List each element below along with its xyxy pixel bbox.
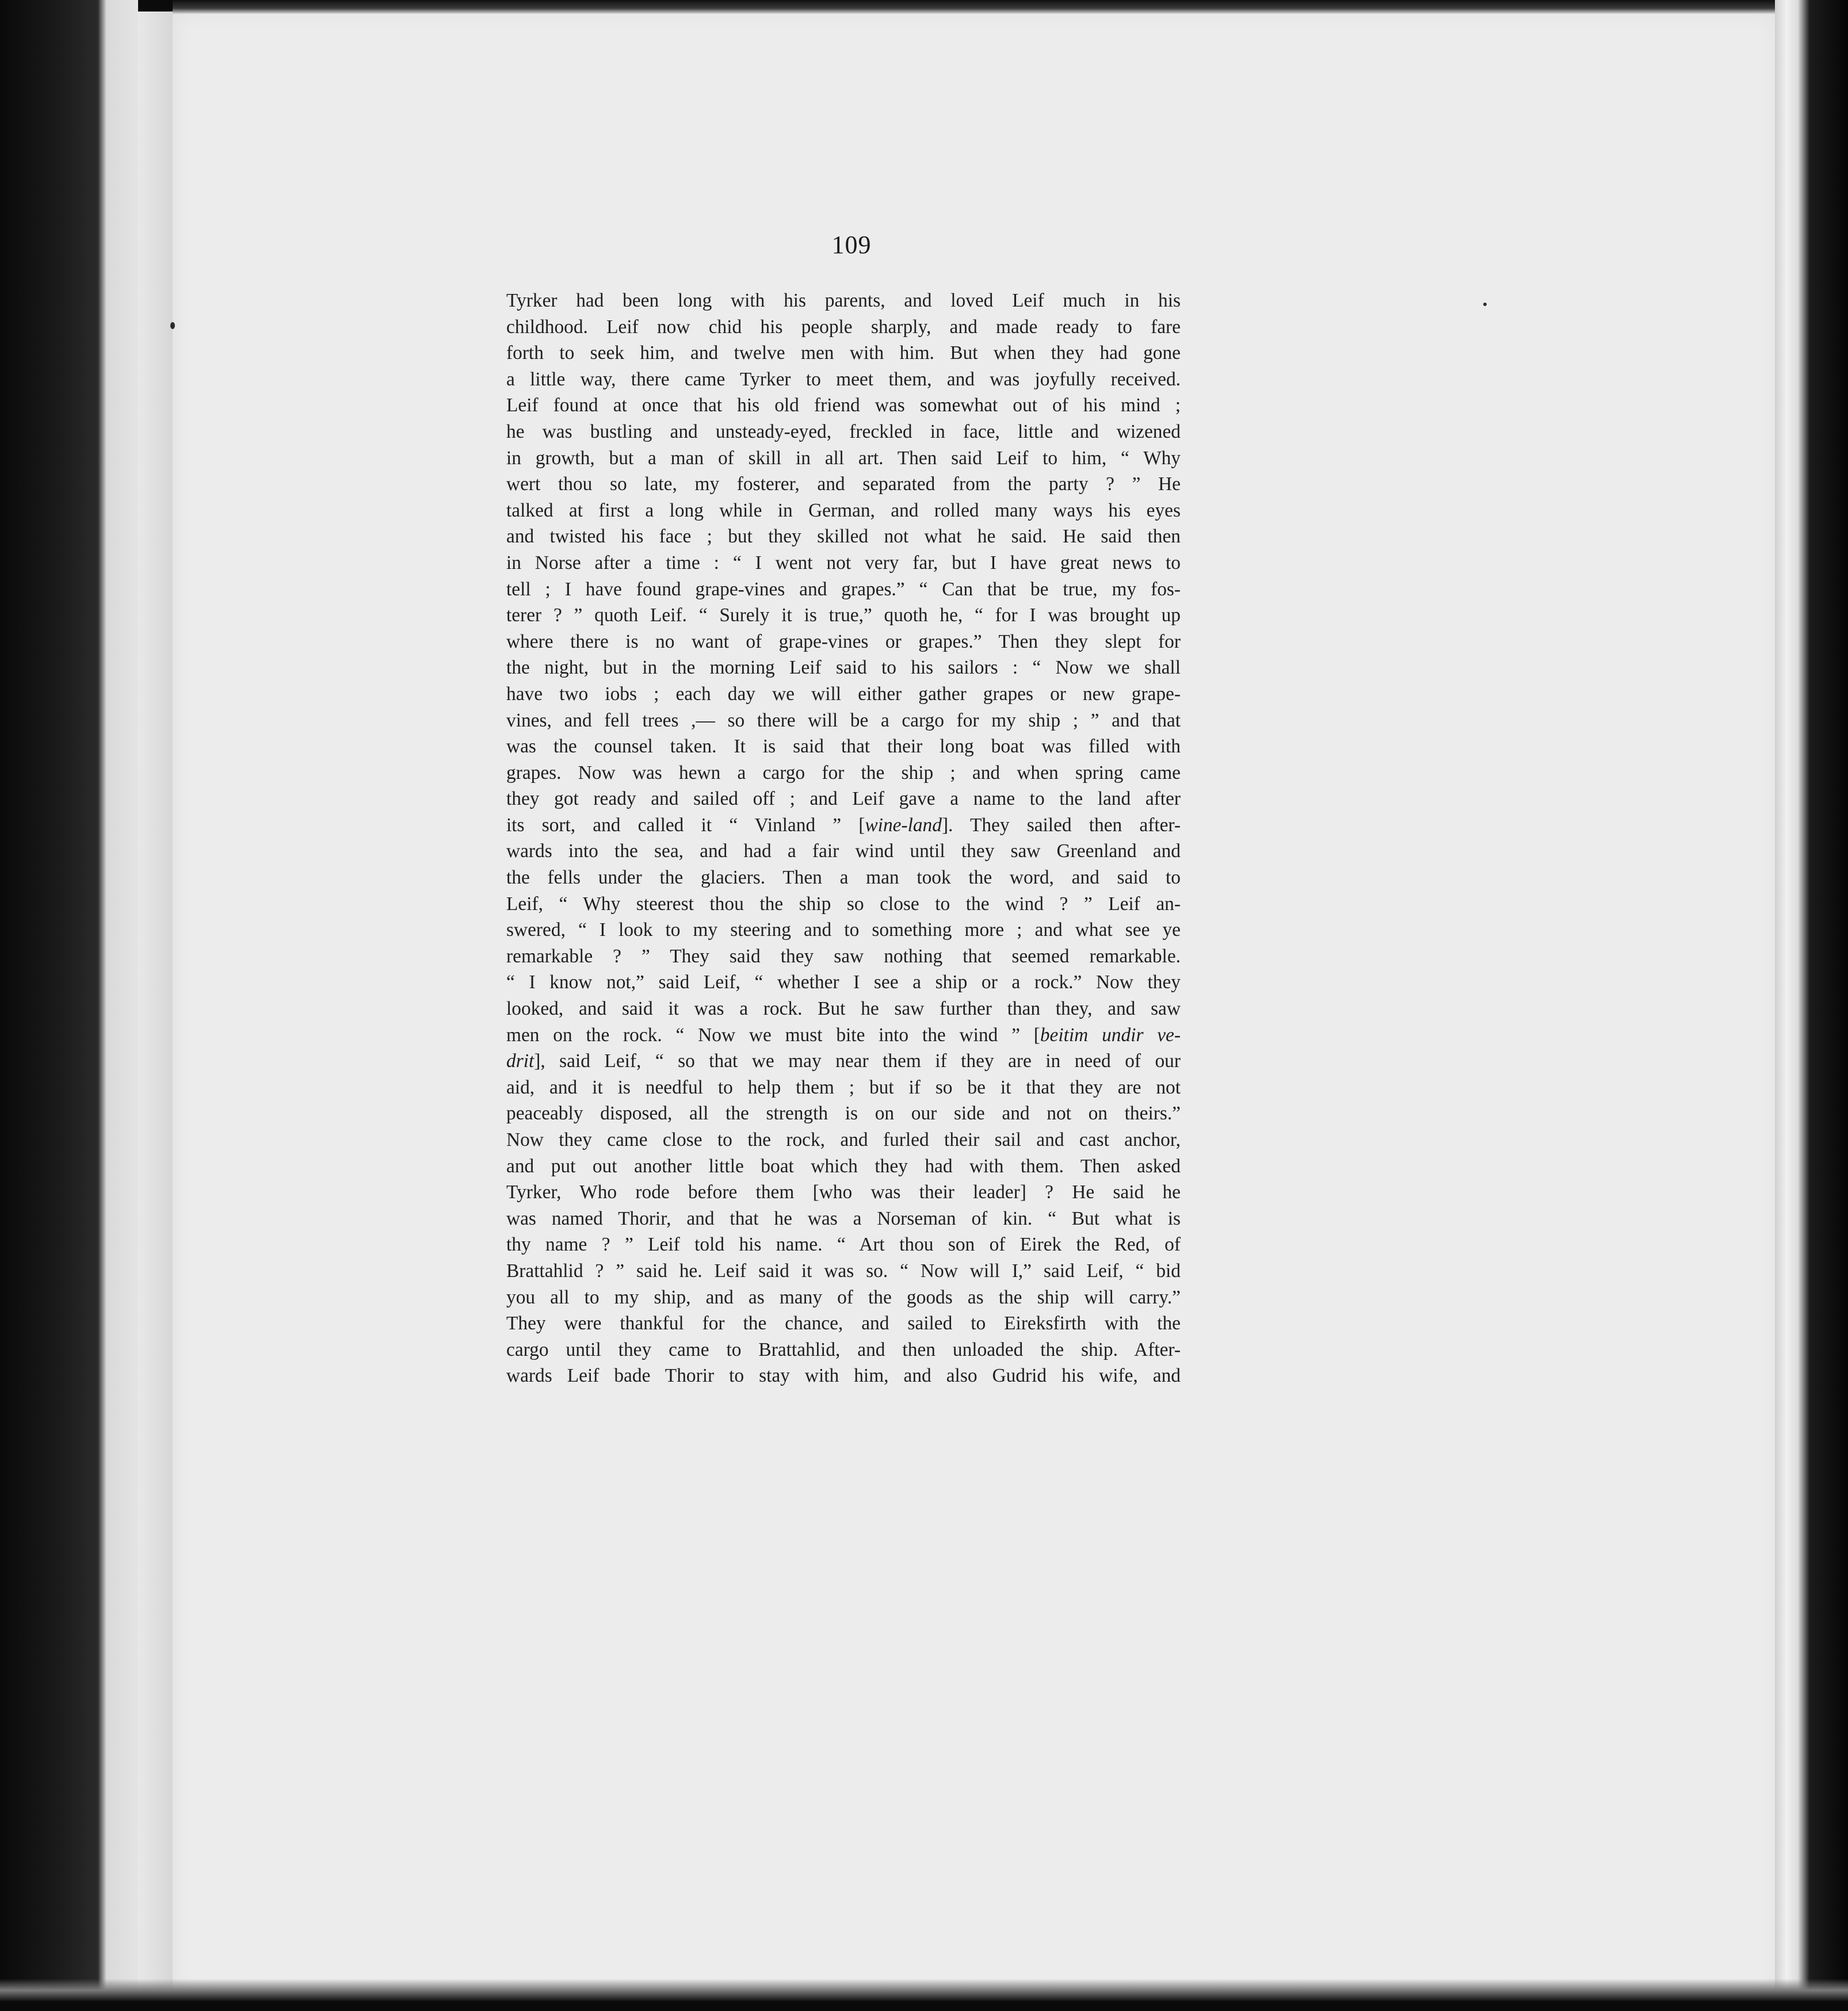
text-segment: a little way, there came Tyrker to meet them, and was joyfully received. [506,368,1181,390]
text-segment: wert thou so late, my fosterer, and separated from the party ? ” He [506,473,1181,495]
text-line [506,419,1181,445]
text-line [506,392,1181,419]
text-segment: Tyrker, Who rode before them [who was their leader] ? He said he [506,1182,1181,1203]
text-segment: was the counsel taken. It is said that their long boat was filled with [506,736,1181,758]
text-segment: was named Thorir, and that he was a Norseman of kin. “ But what is [506,1207,1181,1229]
text-line [506,969,1181,996]
text-line [506,1075,1181,1101]
text-segment: Leif found at once that his old friend was somewhat out of his mind ; [506,395,1181,416]
text-line [506,1258,1181,1284]
text-line [506,1363,1181,1389]
text-line [506,1048,1181,1075]
text-line [506,471,1181,498]
text-segment: grapes. Now was hewn a cargo for the ship ; and when spring came [506,762,1181,783]
scan-speck [170,322,175,329]
text-line [506,576,1181,603]
text-segment: and put out another little boat which they had with them. Then asked [506,1155,1181,1177]
text-line [506,1206,1181,1232]
page-number: 109 [831,231,872,259]
text-line [506,681,1181,708]
text-segment: talked at first a long while in German, and rolled many ways his eyes [506,499,1181,521]
right-scan-border [1775,0,1848,2011]
text-segment: wards into the sea, and had a fair wind until they saw Greenland and [506,840,1181,862]
text-segment: thy name ? ” Leif told his name. “ Art thou son of Eirek the Red, of [506,1234,1181,1256]
text-segment: They were thankful for the chance, and sailed to Eireksfirth with the [506,1313,1181,1335]
text-segment: the fells under the glaciers. Then a man took the word, and said to [506,867,1181,889]
text-segment: peaceably disposed, all the strength is on our side and not on theirs.” [506,1103,1181,1125]
text-segment: they got ready and sailed off ; and Leif gave a name to the land after [506,788,1181,810]
text-line [506,629,1181,655]
text-segment: ], said Leif, “ so that we may near them if they are in need of our [534,1050,1181,1072]
text-line [506,314,1181,341]
italic-text: wine-land [865,814,942,836]
text-segment: tell ; I have found grape-vines and grapes.” “ Can that be true, my fos- [506,578,1181,600]
text-segment: ]. They sailed then after- [941,814,1181,836]
text-line [506,655,1181,681]
text-line [506,1153,1181,1180]
text-line [506,498,1181,524]
text-line [506,1232,1181,1258]
text-segment: swered, “ I look to my steering and to something more ; and what see ye [506,919,1181,941]
text-line [506,1310,1181,1337]
text-line [506,366,1181,393]
text-line [506,550,1181,576]
text-line [506,445,1181,472]
text-segment: wards Leif bade Thorir to stay with him, and also Gudrid his wife, and [506,1365,1181,1387]
left-scan-border [0,0,138,2011]
text-segment: vines, and fell trees ,— so there will be a cargo for my ship ; ” and that [506,709,1181,731]
text-segment: and twisted his face ; but they skilled not what he said. He said then [506,526,1181,548]
text-line [506,340,1181,366]
text-segment: its sort, and called it “ Vinland ” [ [506,814,865,836]
text-line [506,708,1181,734]
text-line [506,523,1181,550]
text-segment: childhood. Leif now chid his people sharply, and made ready to fare [506,316,1181,338]
text-segment: looked, and said it was a rock. But he saw further than they, and saw [506,998,1181,1020]
italic-text: beitim undir ve- [1040,1024,1181,1046]
italic-text: drit [506,1050,534,1072]
text-segment: remarkable ? ” They said they saw nothing that seemed remarkable. [506,945,1181,967]
text-segment: where there is no want of grape-vines or grapes.” Then they slept for [506,630,1181,652]
text-line [506,733,1181,760]
text-line [506,1284,1181,1311]
text-line [506,1127,1181,1153]
text-line [506,288,1181,314]
text-segment: cargo until they came to Brattahlid, and then unloaded the ship. After- [506,1339,1181,1360]
text-line [506,996,1181,1022]
body-text [506,288,1181,1389]
text-line [506,786,1181,812]
text-segment: in growth, but a man of skill in all art. Then said Leif to him, “ Why [506,447,1181,469]
text-segment: Now they came close to the rock, and furled their sail and cast anchor, [506,1129,1181,1150]
bottom-scan-border [0,1979,1848,2011]
text-segment: in Norse after a time : “ I went not very far, but I have great news to [506,552,1181,574]
text-segment: he was bustling and unsteady-eyed, freckled in face, little and wizened [506,420,1181,442]
text-segment: Brattahlid ? ” said he. Leif said it was so. “ Now will I,” said Leif, “ bid [506,1260,1181,1282]
text-line [506,602,1181,629]
text-segment: terer ? ” quoth Leif. “ Surely it is true,” quoth he, “ for I was brought up [506,605,1181,626]
text-line [506,891,1181,917]
text-line [506,760,1181,786]
text-segment: Leif, “ Why steerest thou the ship so close to the wind ? ” Leif an- [506,893,1181,915]
text-segment: men on the rock. “ Now we must bite into the wind ” [ [506,1024,1040,1046]
text-segment: aid, and it is needful to help them ; but if so be it that they are not [506,1076,1181,1098]
text-line [506,1337,1181,1363]
text-line [506,943,1181,970]
text-line [506,1022,1181,1049]
scan-speck [1483,303,1487,306]
text-line [506,1100,1181,1127]
text-segment: you all to my ship, and as many of the goods as the ship will carry.” [506,1286,1181,1308]
text-line [506,812,1181,839]
top-scan-border [173,0,1778,14]
text-line [506,838,1181,865]
text-segment: Tyrker had been long with his parents, and loved Leif much in his [506,290,1181,311]
text-line [506,917,1181,943]
text-segment: the night, but in the morning Leif said to his sailors : “ Now we shall [506,657,1181,679]
text-line [506,865,1181,891]
text-segment: “ I know not,” said Leif, “ whether I see a ship or a rock.” Now they [506,972,1181,993]
text-segment: have two iobs ; each day we will either gather grapes or new grape- [506,683,1181,705]
text-line [506,1179,1181,1206]
text-segment: forth to seek him, and twelve men with him. But when they had gone [506,342,1181,364]
